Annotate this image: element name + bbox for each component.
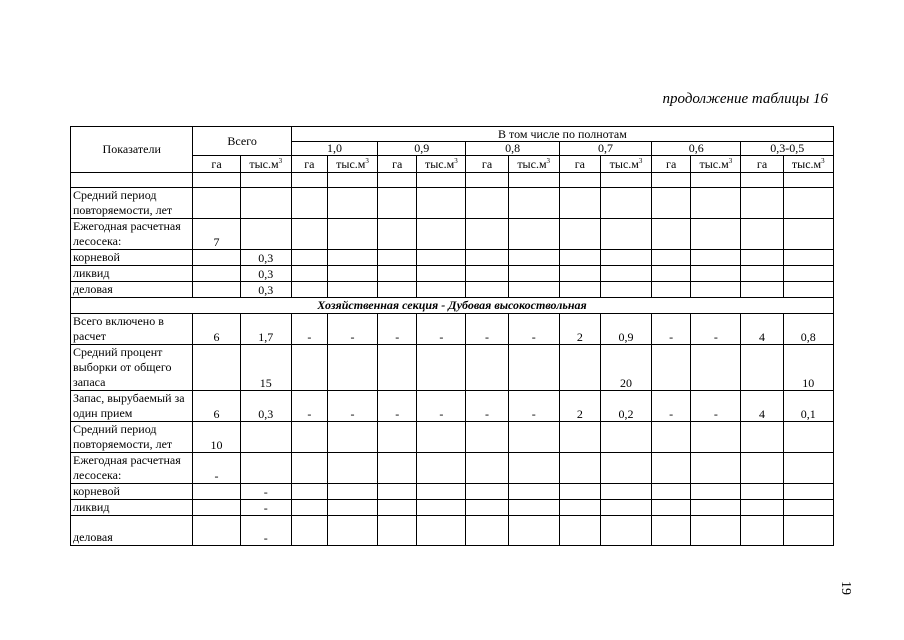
table-cell	[652, 516, 691, 546]
table-cell	[417, 188, 466, 219]
table-cell: -	[652, 314, 691, 345]
table-cell	[240, 188, 291, 219]
table-cell: 15	[240, 345, 291, 391]
table-cell: 0,3	[240, 391, 291, 422]
table-cell	[600, 422, 651, 453]
table-cell	[508, 173, 559, 188]
table-cell	[508, 266, 559, 282]
table-cell	[508, 516, 559, 546]
table-cell	[783, 188, 833, 219]
table-cell	[378, 345, 417, 391]
header-unit-volume	[417, 156, 466, 173]
table-cell	[466, 219, 508, 250]
table-cell	[652, 219, 691, 250]
table-cell	[466, 188, 508, 219]
table-cell	[327, 500, 377, 516]
table-cell	[783, 516, 833, 546]
table-cell	[378, 173, 417, 188]
table-cell	[600, 282, 651, 298]
data-table	[70, 126, 834, 546]
table-cell: 0,3	[240, 250, 291, 266]
table-cell	[291, 516, 327, 546]
table-cell	[652, 500, 691, 516]
unit-volume-label: тыс.м	[424, 156, 455, 171]
table-cell	[741, 516, 783, 546]
table-cell: -	[378, 314, 417, 345]
table-cell	[193, 250, 240, 266]
table-cell	[652, 266, 691, 282]
table-cell	[327, 173, 377, 188]
table-cell	[559, 484, 600, 500]
table-cell: 10	[193, 422, 240, 453]
table-cell	[559, 345, 600, 391]
table-cell	[600, 188, 651, 219]
table-cell	[417, 516, 466, 546]
table-cell	[466, 516, 508, 546]
table-cell	[378, 500, 417, 516]
table-cell: 0,3	[240, 266, 291, 282]
table-cell	[652, 484, 691, 500]
table-cell	[691, 484, 741, 500]
header-density-5: 0,3-0,5	[741, 142, 834, 156]
table-cell	[783, 250, 833, 266]
table-cell: -	[327, 314, 377, 345]
unit-volume-superscript: 3	[821, 156, 825, 165]
header-unit-ha: га	[291, 156, 327, 173]
table-cell	[559, 282, 600, 298]
table-cell	[327, 516, 377, 546]
table-cell: 2	[559, 391, 600, 422]
row-label: ликвид	[71, 266, 193, 282]
unit-volume-superscript: 3	[638, 156, 643, 165]
table-cell	[378, 219, 417, 250]
table-cell	[327, 266, 377, 282]
table-cell	[783, 219, 833, 250]
table-row	[71, 391, 834, 422]
table-cell	[327, 250, 377, 266]
table-cell	[559, 188, 600, 219]
unit-volume-label: тыс.м	[699, 156, 729, 171]
row-label: Средний процент выборки от общего запаса	[71, 345, 193, 391]
table-cell	[417, 484, 466, 500]
table-cell	[652, 188, 691, 219]
table-cell	[466, 484, 508, 500]
table-caption: продолжение таблицы 16	[662, 91, 828, 107]
header-unit-ha: га	[559, 156, 600, 173]
table-cell	[327, 345, 377, 391]
table-cell	[559, 453, 600, 484]
table-cell: 1,7	[240, 314, 291, 345]
table-cell	[691, 345, 741, 391]
table-row	[71, 173, 834, 188]
unit-volume-superscript: 3	[365, 156, 369, 165]
table-cell: 6	[193, 314, 240, 345]
table-cell: 7	[193, 219, 240, 250]
table-cell	[291, 250, 327, 266]
table-cell	[417, 282, 466, 298]
header-unit-volume	[240, 156, 291, 173]
table-row	[71, 516, 834, 546]
table-cell	[652, 282, 691, 298]
table-cell	[691, 516, 741, 546]
header-unit-volume	[508, 156, 559, 173]
table-cell	[691, 453, 741, 484]
table-row	[71, 314, 834, 345]
table-cell	[559, 500, 600, 516]
table-cell: -	[291, 391, 327, 422]
table-cell	[741, 250, 783, 266]
table-cell	[691, 500, 741, 516]
header-indicator: Показатели	[71, 127, 193, 173]
table-row	[71, 453, 834, 484]
table-cell	[508, 484, 559, 500]
table-cell	[559, 219, 600, 250]
table-cell	[291, 453, 327, 484]
table-cell	[327, 188, 377, 219]
page-number: 19	[838, 581, 853, 595]
table-cell: 4	[741, 314, 783, 345]
table-cell	[378, 282, 417, 298]
table-cell	[559, 250, 600, 266]
row-label: Ежегодная расчетная лесосека:	[71, 453, 193, 484]
section-row	[71, 298, 834, 314]
table-cell	[417, 500, 466, 516]
row-label: корневой	[71, 484, 193, 500]
section-title: Хозяйственная секция - Дубовая высокоствольная	[71, 298, 834, 314]
table-cell	[741, 282, 783, 298]
table-cell	[600, 516, 651, 546]
header-unit-ha: га	[193, 156, 240, 173]
table-cell	[508, 500, 559, 516]
table-cell: 4	[741, 391, 783, 422]
table-cell	[417, 250, 466, 266]
table-cell	[652, 345, 691, 391]
table-cell	[417, 345, 466, 391]
table-cell	[193, 500, 240, 516]
table-cell	[417, 453, 466, 484]
table-cell: 0,9	[600, 314, 651, 345]
table-cell	[600, 500, 651, 516]
table-cell	[193, 345, 240, 391]
table-cell	[691, 188, 741, 219]
table-cell	[240, 173, 291, 188]
table-row	[71, 219, 834, 250]
table-cell: 20	[600, 345, 651, 391]
unit-volume-superscript: 3	[454, 156, 458, 165]
table-cell	[291, 422, 327, 453]
table-cell	[508, 453, 559, 484]
table-cell	[559, 266, 600, 282]
table-cell	[466, 250, 508, 266]
table-row	[71, 345, 834, 391]
table-cell	[291, 219, 327, 250]
table-cell	[193, 266, 240, 282]
table-row	[71, 282, 834, 298]
table-cell	[466, 453, 508, 484]
table-cell	[378, 516, 417, 546]
table-cell	[741, 345, 783, 391]
table-cell	[508, 282, 559, 298]
table-cell	[466, 500, 508, 516]
table-cell: -	[508, 314, 559, 345]
table-cell	[600, 250, 651, 266]
table-cell	[508, 219, 559, 250]
table-cell: -	[691, 314, 741, 345]
table-cell	[466, 173, 508, 188]
table-cell	[378, 266, 417, 282]
row-label: Ежегодная расчетная лесосека:	[71, 219, 193, 250]
table-cell	[691, 219, 741, 250]
table-row	[71, 484, 834, 500]
table-cell: 0,2	[600, 391, 651, 422]
header-unit-ha: га	[466, 156, 508, 173]
table-cell	[417, 173, 466, 188]
header-unit-volume	[327, 156, 377, 173]
table-cell: -	[417, 314, 466, 345]
table-cell: -	[240, 484, 291, 500]
table-cell	[193, 282, 240, 298]
table-row	[71, 500, 834, 516]
table-cell	[652, 173, 691, 188]
row-label: Всего включено в расчет	[71, 314, 193, 345]
table-cell: -	[291, 314, 327, 345]
unit-volume-superscript: 3	[728, 156, 733, 165]
table-cell	[691, 173, 741, 188]
table-cell	[291, 188, 327, 219]
table-cell	[559, 516, 600, 546]
table-cell	[378, 453, 417, 484]
unit-volume-superscript: 3	[278, 156, 283, 165]
table-cell	[327, 422, 377, 453]
table-row	[71, 250, 834, 266]
table-cell	[741, 500, 783, 516]
table-row	[71, 266, 834, 282]
table-cell	[508, 422, 559, 453]
table-cell	[291, 173, 327, 188]
table-cell	[600, 453, 651, 484]
table-cell	[291, 266, 327, 282]
table-cell	[193, 173, 240, 188]
table-cell: 0,1	[783, 391, 833, 422]
table-cell	[783, 500, 833, 516]
table-cell: -	[240, 516, 291, 546]
table-cell: -	[240, 500, 291, 516]
header-unit-volume	[783, 156, 833, 173]
row-label: деловая	[71, 516, 193, 546]
header-density-2: 0,8	[466, 142, 559, 156]
table-cell	[291, 345, 327, 391]
header-unit-ha: га	[741, 156, 783, 173]
row-label: Средний период повторяемости, лет	[71, 422, 193, 453]
table-cell	[600, 484, 651, 500]
table-cell	[508, 345, 559, 391]
header-density-3: 0,7	[559, 142, 651, 156]
table-cell	[193, 188, 240, 219]
table-cell	[327, 453, 377, 484]
table-cell	[652, 453, 691, 484]
header-density-4: 0,6	[652, 142, 741, 156]
table-cell	[600, 219, 651, 250]
unit-volume-label: тыс.м	[609, 156, 639, 171]
unit-volume-label: тыс.м	[517, 156, 547, 171]
table-cell	[378, 422, 417, 453]
table-cell	[378, 250, 417, 266]
table-cell: -	[691, 391, 741, 422]
unit-volume-label: тыс.м	[791, 156, 822, 171]
table-cell: 6	[193, 391, 240, 422]
table-cell	[652, 250, 691, 266]
table-cell	[741, 219, 783, 250]
table-cell	[783, 484, 833, 500]
header-unit-volume	[691, 156, 741, 173]
table-cell	[508, 250, 559, 266]
table-cell: -	[417, 391, 466, 422]
table-cell	[291, 484, 327, 500]
table-cell: 0,8	[783, 314, 833, 345]
table-cell	[466, 282, 508, 298]
table-cell	[417, 266, 466, 282]
table-cell	[741, 422, 783, 453]
table-cell	[691, 250, 741, 266]
unit-volume-label: тыс.м	[336, 156, 366, 171]
table-cell	[600, 173, 651, 188]
row-label: Запас, вырубаемый за один прием	[71, 391, 193, 422]
table-row	[71, 188, 834, 219]
table-cell	[327, 484, 377, 500]
table-cell	[741, 173, 783, 188]
row-label: корневой	[71, 250, 193, 266]
row-label: деловая	[71, 282, 193, 298]
table-cell	[783, 282, 833, 298]
table-cell	[417, 219, 466, 250]
table-cell	[327, 219, 377, 250]
table-cell	[691, 266, 741, 282]
table-cell	[691, 282, 741, 298]
header-unit-volume	[600, 156, 651, 173]
table-cell	[466, 422, 508, 453]
table-cell: -	[652, 391, 691, 422]
table-cell	[291, 500, 327, 516]
table-cell	[783, 266, 833, 282]
table-cell	[327, 282, 377, 298]
table-cell	[291, 282, 327, 298]
table-row	[71, 422, 834, 453]
table-cell	[417, 422, 466, 453]
header-by-density: В том числе по полнотам	[291, 127, 833, 142]
table-cell: -	[466, 391, 508, 422]
table-cell	[378, 188, 417, 219]
table-cell	[378, 484, 417, 500]
header-density-0: 1,0	[291, 142, 377, 156]
table-cell	[240, 219, 291, 250]
table-cell	[193, 484, 240, 500]
table-cell	[741, 484, 783, 500]
table-cell	[652, 422, 691, 453]
table-cell: 2	[559, 314, 600, 345]
table-cell	[559, 422, 600, 453]
table-cell	[193, 516, 240, 546]
table-cell	[741, 188, 783, 219]
table-cell: -	[378, 391, 417, 422]
table-cell	[741, 266, 783, 282]
table-cell	[691, 422, 741, 453]
table-cell: -	[327, 391, 377, 422]
table-cell	[240, 453, 291, 484]
table-cell	[559, 173, 600, 188]
header-density-1: 0,9	[378, 142, 466, 156]
header-unit-ha: га	[652, 156, 691, 173]
table-cell	[466, 266, 508, 282]
header-unit-ha: га	[378, 156, 417, 173]
table-cell	[783, 453, 833, 484]
table-cell	[600, 266, 651, 282]
table-cell: -	[193, 453, 240, 484]
unit-volume-superscript: 3	[546, 156, 551, 165]
row-label	[71, 173, 193, 188]
table-cell	[783, 173, 833, 188]
table-cell	[783, 422, 833, 453]
table-cell: -	[508, 391, 559, 422]
table-cell: 0,3	[240, 282, 291, 298]
unit-volume-label: тыс.м	[249, 156, 279, 171]
row-label: Средний период повторяемости, лет	[71, 188, 193, 219]
table-cell: 10	[783, 345, 833, 391]
row-label: ликвид	[71, 500, 193, 516]
table-cell: -	[466, 314, 508, 345]
table-cell	[741, 453, 783, 484]
table-cell	[508, 188, 559, 219]
table-cell	[240, 422, 291, 453]
header-total: Всего	[193, 127, 291, 156]
table-cell	[466, 345, 508, 391]
